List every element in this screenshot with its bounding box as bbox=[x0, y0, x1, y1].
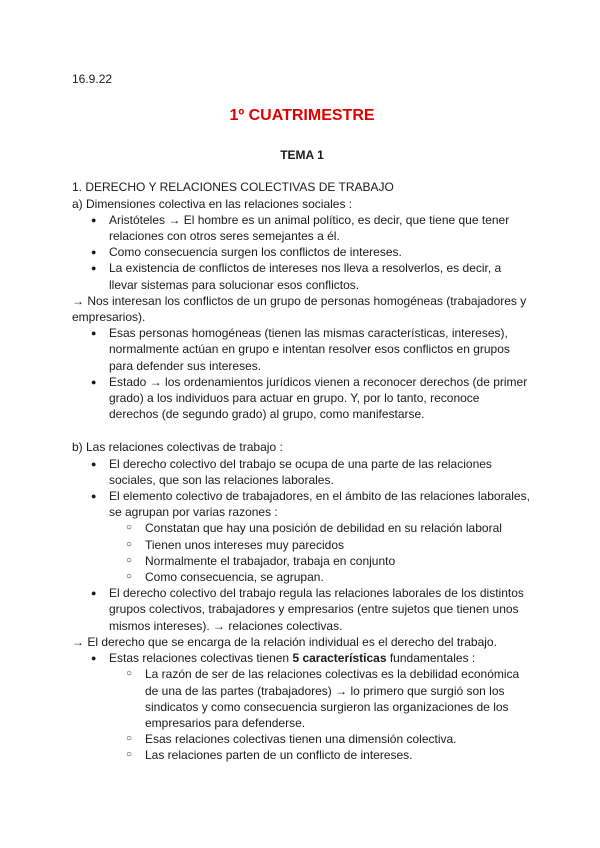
list-item: ● Como consecuencia surgen los conflictos de intereses. bbox=[91, 245, 402, 260]
part-b-bullet-list-2 bbox=[72, 650, 532, 763]
characteristics-sublist bbox=[109, 666, 532, 763]
bullet-icon: ● bbox=[91, 458, 97, 469]
part-a-heading: a) Dimensiones colectiva en las relaciones sociales : bbox=[72, 196, 353, 211]
document-page bbox=[72, 71, 532, 764]
part-b-heading: b) Las relaciones colectivas de trabajo : bbox=[72, 440, 283, 455]
list-item: ○ Como consecuencia, se agrupan. bbox=[126, 570, 324, 585]
reasons-sublist bbox=[109, 520, 532, 585]
circle-bullet-icon: ○ bbox=[126, 668, 133, 680]
list-item: ○ Las relaciones parten de un conflicto de intereses. bbox=[126, 748, 413, 763]
list-item: ● El derecho colectivo del trabajo regula las relaciones laborales de los distintos grupos colectivos, trabajadores y empresarios (entre sujetos que tienen unos mismos intereses). → relaciones colectivas. bbox=[91, 586, 524, 633]
tema-heading: TEMA 1 bbox=[280, 148, 324, 163]
spacer bbox=[72, 422, 532, 439]
circle-bullet-icon: ○ bbox=[126, 571, 133, 583]
list-item: ● Estas relaciones colectivas tienen 5 características fundamentales : ○ La razón de ser de las relaciones colectivas es la debilidad económica de una de las partes (trabajadores) → lo primero que surgió son los sindicatos y como consecuencia surgieron las organizaciones de los empresarios para defenderse. ○ Esas relaciones colectivas tienen una dimensión colectiva. ○ Las relaciones parten de un conflicto de intereses. bbox=[72, 650, 532, 763]
bullet-icon: ● bbox=[91, 328, 97, 339]
bullet-icon: ● bbox=[91, 214, 97, 225]
part-a-bullet-list-2 bbox=[72, 325, 532, 422]
list-item: ● El derecho colectivo del trabajo se ocupa de una parte de las relaciones sociales, que son las relaciones laborales. bbox=[91, 456, 492, 487]
list-item: ○ Normalmente el trabajador, trabaja en conjunto bbox=[126, 553, 396, 568]
bullet-icon: ● bbox=[91, 376, 97, 387]
part-b-arrow-note: → El derecho que se encarga de la relación individual es el derecho del trabajo. bbox=[72, 634, 497, 649]
part-a-bullet-list bbox=[72, 212, 532, 293]
list-item: ● El elemento colectivo de trabajadores, en el ámbito de las relaciones laborales, se agrupan por varias razones : ○ Constatan que hay una posición de debilidad en su relación laboral ○ Tienen unos intereses muy parecidos ○ Normalmente el trabajador, trabaja en conjunto ○ Como consecuencia, se agrupan. bbox=[72, 488, 532, 585]
circle-bullet-icon: ○ bbox=[126, 733, 133, 745]
bullet-icon: ● bbox=[91, 491, 97, 502]
list-item: ○ Constatan que hay una posición de debilidad en su relación laboral bbox=[126, 521, 502, 536]
list-item: ○ La razón de ser de las relaciones colectivas es la debilidad económica de una de las partes (trabajadores) → lo primero que surgió son los sindicatos y como consecuencia surgieron las organizaciones de los empresarios para defenderse. bbox=[126, 667, 520, 730]
part-b-bullet-list bbox=[72, 456, 532, 634]
bold-emphasis: 5 características bbox=[292, 651, 387, 666]
list-item: ○ Tienen unos intereses muy parecidos bbox=[126, 537, 344, 552]
document-date: 16.9.22 bbox=[72, 72, 113, 86]
circle-bullet-icon: ○ bbox=[126, 538, 133, 550]
circle-bullet-icon: ○ bbox=[126, 749, 133, 761]
list-item: ● Esas personas homogéneas (tienen las mismas características, intereses), normalmente actúan en grupo e intentan resolver esos conflictos en grupos para defender sus intereses. bbox=[91, 326, 510, 373]
bullet-icon: ● bbox=[91, 588, 97, 599]
circle-bullet-icon: ○ bbox=[126, 554, 133, 566]
list-item: ● Aristóteles → El hombre es un animal político, es decir, que tiene que tener relaciones con otros seres semejantes a él. bbox=[91, 212, 510, 244]
bullet-icon: ● bbox=[91, 653, 97, 664]
part-a-arrow-note: → Nos interesan los conflictos de un grupo de personas homogéneas (trabajadores y empresarios). bbox=[72, 293, 527, 325]
list-item: ● La existencia de conflictos de intereses nos lleva a resolverlos, es decir, a llevar sistemas para solucionar esos conflictos. bbox=[91, 261, 502, 292]
bullet-icon: ● bbox=[91, 263, 97, 274]
list-item: ○ Esas relaciones colectivas tienen una dimensión colectiva. bbox=[126, 732, 457, 747]
section-heading: 1. DERECHO Y RELACIONES COLECTIVAS DE TRABAJO bbox=[72, 180, 394, 195]
document-title: 1º CUATRIMESTRE bbox=[229, 107, 375, 125]
bullet-icon: ● bbox=[91, 247, 97, 258]
circle-bullet-icon: ○ bbox=[126, 522, 133, 534]
list-item: ● Estado → los ordenamientos jurídicos vienen a reconocer derechos (de primer grado) a los individuos para actuar en grupo. Y, por lo tanto, reconoce derechos (de segundo grado) al grupo, como manifestarse. bbox=[91, 374, 528, 422]
